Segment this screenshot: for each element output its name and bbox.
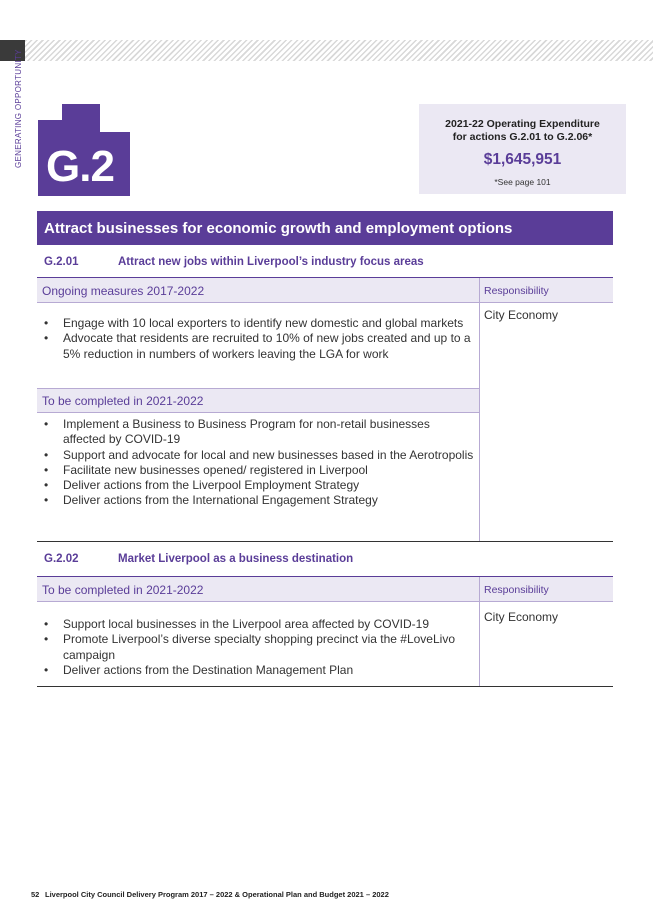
- section-rule: [37, 686, 613, 687]
- responsibility-header: Responsibility: [484, 584, 549, 596]
- list-item: • Engage with 10 local exporters to identify new domestic and global markets: [44, 316, 474, 331]
- table-header-row: [37, 277, 613, 303]
- column-divider: [479, 602, 480, 686]
- section-title: Attract new jobs within Liverpool’s industry focus areas: [118, 256, 424, 268]
- section-title: Market Liverpool as a business destination: [118, 553, 354, 565]
- side-section-label: GENERATING OPPORTUNITY: [14, 49, 23, 168]
- section-rule: [37, 541, 613, 542]
- section-code: G.2.02: [44, 553, 79, 565]
- list-item: • Facilitate new businesses opened/ registered in Liverpool: [44, 463, 474, 478]
- responsibility-header: Responsibility: [484, 285, 549, 297]
- main-heading: Attract businesses for economic growth and employment options: [37, 211, 613, 245]
- expenditure-box: [419, 104, 626, 194]
- bullet-list: [44, 617, 474, 678]
- expenditure-title-1: 2021-22 Operating Expenditure: [445, 118, 600, 130]
- list-item: • Deliver actions from the International Engagement Strategy: [44, 493, 474, 508]
- column-divider: [479, 577, 480, 601]
- section-code: G.2.01: [44, 256, 79, 268]
- footer-text: Liverpool City Council Delivery Program 2017 – 2022 & Operational Plan and Budget 2021 – 2022: [45, 890, 389, 899]
- hatch-band: [25, 40, 653, 61]
- group-label: Ongoing measures 2017-2022: [42, 284, 205, 298]
- bullet-list: [44, 417, 474, 509]
- list-item: • Promote Liverpool’s diverse specialty shopping precinct via the #LoveLivo campaign: [44, 632, 474, 663]
- column-divider: [479, 303, 480, 542]
- list-item: • Deliver actions from the Liverpool Employment Strategy: [44, 478, 474, 493]
- responsibility-value: City Economy: [484, 308, 559, 322]
- expenditure-title-2: for actions G.2.01 to G.2.06*: [452, 131, 593, 143]
- table-header-row: [37, 576, 613, 602]
- expenditure-amount: $1,645,951: [483, 151, 562, 168]
- group-label: To be completed in 2021-2022: [42, 394, 204, 408]
- responsibility-value: City Economy: [484, 610, 559, 624]
- list-item: • Support local businesses in the Liverpool area affected by COVID-19: [44, 617, 474, 632]
- list-item: • Implement a Business to Business Program for non-retail businesses affected by COVID-19: [44, 417, 474, 448]
- section-heading-g201: [44, 256, 424, 268]
- section-heading-g202: [44, 553, 353, 565]
- column-divider: [479, 278, 480, 302]
- expenditure-note: *See page 101: [494, 177, 551, 187]
- group-header-row: [37, 388, 479, 413]
- page-footer: [31, 890, 389, 899]
- page-number: 52: [31, 890, 40, 899]
- badge-code: G.2: [46, 142, 114, 191]
- list-item: • Advocate that residents are recruited to 10% of new jobs created and up to a 5% reduction in numbers of workers leaving the LGA for work: [44, 331, 474, 362]
- bullet-list: [44, 316, 474, 362]
- list-item: • Deliver actions from the Destination Management Plan: [44, 663, 474, 678]
- list-item: • Support and advocate for local and new businesses based in the Aerotropolis: [44, 448, 474, 463]
- group-label: To be completed in 2021-2022: [42, 583, 204, 597]
